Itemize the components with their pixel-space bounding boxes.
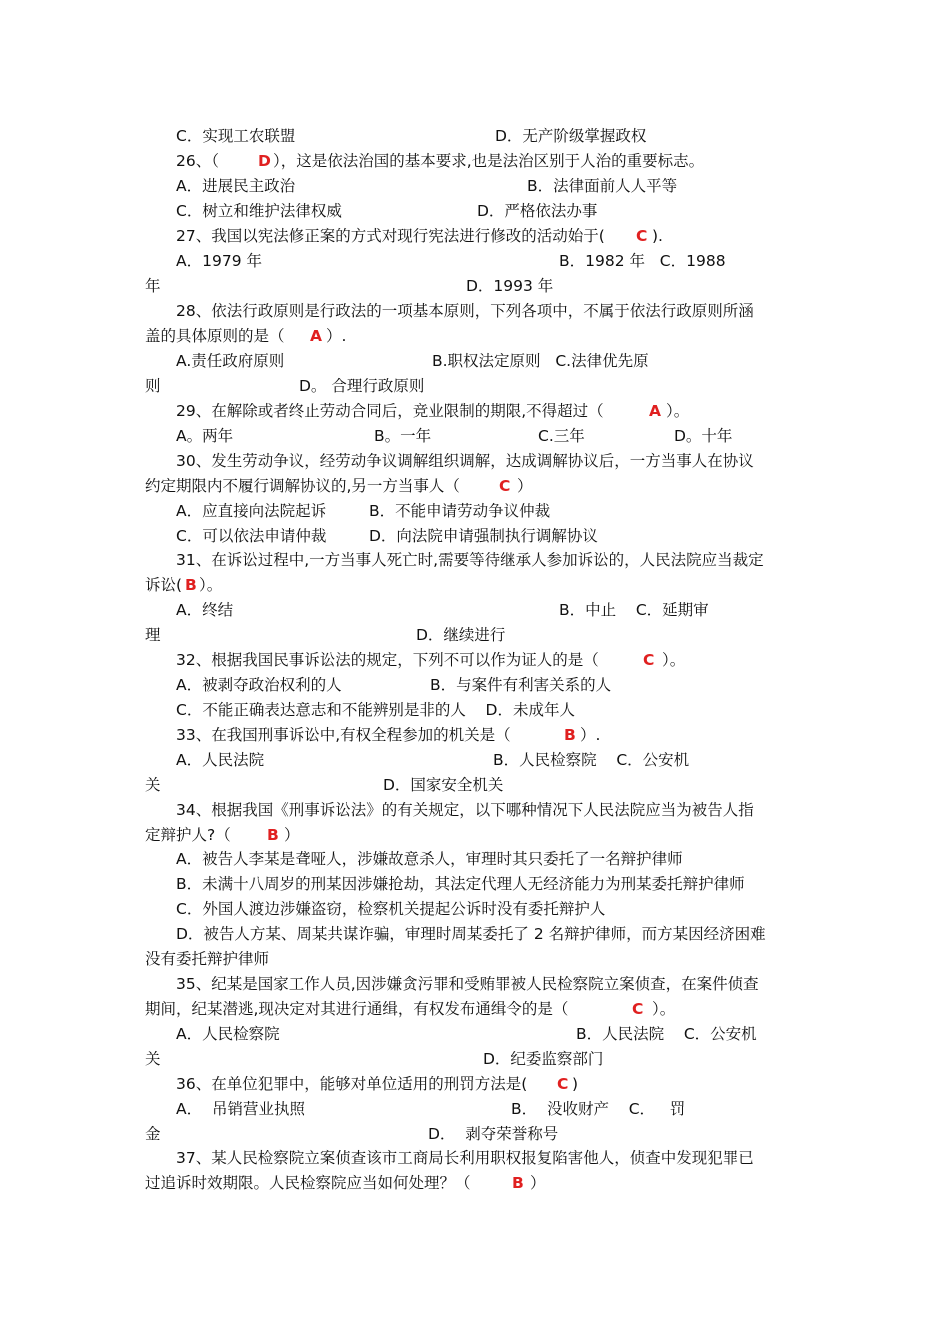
option-text: D。 合理行政原则 xyxy=(299,377,425,395)
option-text: C．可以依法申请仲裁 xyxy=(176,527,327,545)
question-text: ) xyxy=(572,1075,579,1093)
option-text: D．1993 年 xyxy=(466,277,554,295)
question-text: ） xyxy=(517,477,533,495)
question-text: 34、根据我国《刑事诉讼法》的有关规定，以下哪种情况下人民法院应当为被告人指 xyxy=(176,801,754,819)
answer-mark: B xyxy=(512,1174,524,1192)
option-text: C．树立和维护法律权威 xyxy=(176,202,342,220)
answer-mark: A xyxy=(649,402,661,420)
answer-mark: C xyxy=(499,477,511,495)
option-text: A．人民检察院 xyxy=(176,1025,280,1043)
option-text: A．1979 年 xyxy=(176,252,262,270)
answer-mark: B xyxy=(185,576,197,594)
question-text: 约定期限内不履行调解协议的,另一方当事人（ xyxy=(145,477,460,495)
option-text: D．纪委监察部门 xyxy=(483,1050,604,1068)
option-text: 没有委托辩护律师 xyxy=(145,950,270,968)
question-text: 26、（ xyxy=(176,152,219,170)
option-text: 金 xyxy=(145,1125,161,1143)
question-text: ） xyxy=(530,1174,546,1192)
answer-mark: C xyxy=(643,651,655,669)
option-text: 关 xyxy=(145,776,161,794)
answer-mark: D xyxy=(258,152,271,170)
question-text: 32、根据我国民事诉讼法的规定，下列不可以作为证人的是（ xyxy=(176,651,599,669)
option-text: 理 xyxy=(145,626,161,644)
option-text: A．人民法院 xyxy=(176,751,265,769)
answer-mark: C xyxy=(632,1000,644,1018)
answer-mark: B xyxy=(267,826,279,844)
question-text: ），这是依法治国的基本要求,也是法治区别于人治的重要标志。 xyxy=(273,152,705,170)
question-text: 期间，纪某潜逃,现决定对其进行通缉，有权发布通缉令的是（ xyxy=(145,1000,569,1018)
answer-mark: C xyxy=(557,1075,569,1093)
option-text: C．外国人渡边涉嫌盗窃，检察机关提起公诉时没有委托辩护人 xyxy=(176,900,606,918)
option-text: B．人民检察院 C．公安机 xyxy=(493,751,690,769)
option-text: D．被告人方某、周某共谋诈骗，审理时周某委托了 2 名辩护律师，而方某因经济困难 xyxy=(176,925,766,943)
option-text: D．无产阶级掌握政权 xyxy=(495,127,647,145)
option-text: D。十年 xyxy=(674,427,733,445)
option-text: 关 xyxy=(145,1050,161,1068)
question-text: ). xyxy=(652,227,663,245)
option-text: B． 没收财产 C． 罚 xyxy=(511,1100,686,1118)
option-text: C．实现工农联盟 xyxy=(176,127,296,145)
option-text: B．法律面前人人平等 xyxy=(527,177,678,195)
question-text: ）. xyxy=(580,726,601,744)
question-text: 33、在我国刑事诉讼中,有权全程参加的机关是（ xyxy=(176,726,511,744)
option-text: 年 xyxy=(145,277,161,295)
option-text: B．中止 C．延期审 xyxy=(559,601,709,619)
answer-mark: C xyxy=(636,227,648,245)
question-text: 盖的具体原则的是（ xyxy=(145,327,285,345)
option-text: D．向法院申请强制执行调解协议 xyxy=(369,527,598,545)
question-text: 27、我国以宪法修正案的方式对现行宪法进行修改的活动始于( xyxy=(176,227,605,245)
option-text: A．被剥夺政治权利的人 xyxy=(176,676,342,694)
question-text: 37、某人民检察院立案侦查该市工商局长利用职权报复陷害他人，侦查中发现犯罪已 xyxy=(176,1149,754,1167)
question-text: ）。 xyxy=(652,1000,676,1018)
option-text: A．应直接向法院起诉 xyxy=(176,502,327,520)
question-text: 定辩护人?（ xyxy=(145,826,231,844)
option-text: C．不能正确表达意志和不能辨别是非的人 D．未成年人 xyxy=(176,701,575,719)
answer-mark: A xyxy=(310,327,322,345)
option-text: A．终结 xyxy=(176,601,234,619)
question-text: ） xyxy=(284,826,300,844)
option-text: A。两年 xyxy=(176,427,234,445)
option-text: D． 剥夺荣誉称号 xyxy=(428,1125,559,1143)
answer-mark: B xyxy=(564,726,576,744)
question-text: ）。 xyxy=(666,402,690,420)
option-text: A.责任政府原则 xyxy=(176,352,285,370)
option-text: B.职权法定原则 C.法律优先原 xyxy=(432,352,649,370)
option-text: A．被告人李某是聋哑人，涉嫌故意杀人，审理时其只委托了一名辩护律师 xyxy=(176,850,683,868)
question-text: 35、纪某是国家工作人员,因涉嫌贪污罪和受贿罪被人民检察院立案侦查，在案件侦查 xyxy=(176,975,759,993)
option-text: D．国家安全机关 xyxy=(383,776,504,794)
option-text: C.三年 xyxy=(538,427,585,445)
question-text: 31、在诉讼过程中,一方当事人死亡时,需要等待继承人参加诉讼的，人民法院应当裁定 xyxy=(176,551,764,569)
option-text: A．进展民主政治 xyxy=(176,177,296,195)
question-text: 过追诉时效期限。人民检察院应当如何处理？（ xyxy=(145,1174,471,1192)
option-text: B．不能申请劳动争议仲裁 xyxy=(369,502,551,520)
option-text: B．未满十八周岁的刑某因涉嫌抢劫，其法定代理人无经济能力为刑某委托辩护律师 xyxy=(176,875,745,893)
option-text: B．与案件有利害关系的人 xyxy=(430,676,612,694)
question-text: 诉讼( xyxy=(145,576,183,594)
option-text: D．严格依法办事 xyxy=(477,202,598,220)
question-text: ）。 xyxy=(199,576,223,594)
option-text: B。一年 xyxy=(374,427,432,445)
option-text: B．人民法院 C．公安机 xyxy=(576,1025,757,1043)
question-text: 29、在解除或者终止劳动合同后，竞业限制的期限,不得超过（ xyxy=(176,402,604,420)
option-text: 则 xyxy=(145,377,161,395)
question-text: 28、依法行政原则是行政法的一项基本原则，下列各项中，不属于依法行政原则所涵 xyxy=(176,302,754,320)
question-text: ）. xyxy=(326,327,347,345)
option-text: B．1982 年 C．1988 xyxy=(559,252,726,270)
question-text: 36、在单位犯罪中，能够对单位适用的刑罚方法是( xyxy=(176,1075,528,1093)
option-text: A． 吊销营业执照 xyxy=(176,1100,305,1118)
option-text: D．继续进行 xyxy=(416,626,506,644)
question-text: ）。 xyxy=(662,651,686,669)
question-text: 30、发生劳动争议，经劳动争议调解组织调解，达成调解协议后，一方当事人在协议 xyxy=(176,452,754,470)
